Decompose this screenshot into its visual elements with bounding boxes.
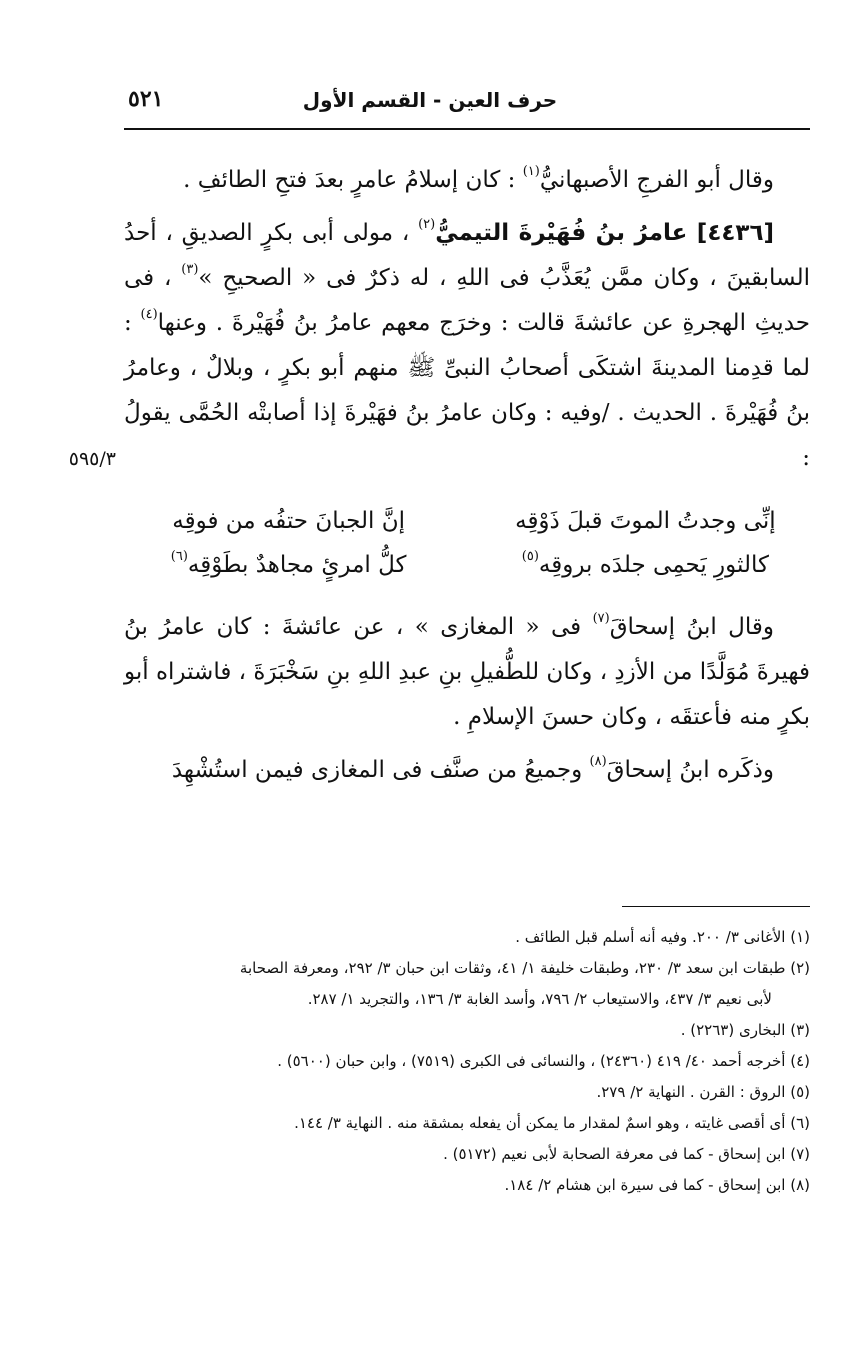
verse-2 — [124, 543, 810, 587]
text-run: وقال أبو الفرجِ الأصبهانيُّ — [539, 167, 774, 193]
footnote-4: (٤) أخرجه أحمد ٤٠/ ٤١٩ (٢٤٣٦٠) ، والنسائى فى الكبرى (٧٥١٩) ، وابن حبان (٥٦٠٠) . — [277, 1052, 810, 1070]
poem — [124, 499, 810, 587]
text-run: فى « المغازى » ، عن عائشةَ : كان عامرُ بنُ فهيرةَ مُوَلَّدًا من الأزدِ ، وكان للطُّفيلِ بنِ عبدِ اللهِ بنِ سَخْبَرَةَ ، فاشتراه أبو بكرٍ منه فأعتقَه ، وكان حسنَ الإسلامِ . — [124, 614, 810, 730]
margin-volume-page-reference: ٥٩٥/٣ — [68, 448, 116, 470]
paragraph-ibn-ishaq — [124, 605, 810, 740]
text-run: وقال ابنُ إسحاقَ — [609, 614, 774, 640]
footnote-ref-8[interactable]: (٨) — [589, 754, 607, 769]
main-text — [124, 158, 810, 801]
footnote-1: (١) الأغانى ٣/ ٢٠٠. وفيه أنه أسلم قبل الطائف . — [515, 928, 810, 946]
text-run: كالثورِ يَحمِى جلدَه بروقِه — [538, 552, 769, 578]
page-number: ٥٢١ — [128, 86, 164, 112]
header-divider — [124, 128, 810, 130]
footnote-ref-4[interactable]: (٤) — [140, 307, 158, 322]
text-run: : لما قدِمنا المدينةَ اشتكَى أصحابُ النبىِّ ﷺ منهم أبو بكرٍ ، وبلالٌ ، وعامرُ بنُ فُهَيْرةَ . الحديث . /وفيه : وكان عامرُ بنُ فهَيْرةَ إذا أصابتْه الحُمَّى يقولُ : — [124, 310, 810, 471]
footnote-ref-1[interactable]: (١) — [522, 164, 540, 179]
footnote-3: (٣) البخارى (٢٢٦٣) . — [680, 1021, 810, 1039]
entry-heading: [٤٤٣٦] عامرُ بنُ فُهَيْرةَ التيميُّ — [435, 220, 774, 246]
text-run: وجميعُ من صنَّف فى المغازى فيمن استُشْهِدَ — [171, 757, 590, 783]
footnote-2: (٢) طبقات ابن سعد ٣/ ٢٣٠، وطبقات خليفة ١/ ٤١، وثقات ابن حبان ٣/ ٢٩٢، ومعرفة الصحابة — [239, 959, 810, 977]
footnotes — [124, 922, 810, 1201]
verse-2-second-hemistich — [124, 543, 453, 587]
footnote-ref-7[interactable]: (٧) — [592, 611, 610, 626]
footnote-5: (٥) الروق : القرن . النهاية ٢/ ٢٧٩. — [596, 1083, 810, 1101]
footnote-ref-5[interactable]: (٥) — [521, 549, 539, 564]
verse-2-first-hemistich — [481, 543, 810, 587]
entry-4436 — [124, 211, 810, 481]
footnote-ref-3[interactable]: (٣) — [181, 262, 199, 277]
verse-1-first-hemistich: إنِّى وجدتُ الموتَ قبلَ ذَوْقِه — [515, 508, 776, 534]
footnote-7: (٧) ابن إسحاق - كما فى معرفة الصحابة لأبى نعيم (٥١٧٢) . — [443, 1145, 810, 1163]
footnote-6: (٦) أى أقصى غايته ، وهو اسمٌ لمقدار ما يمكن أن يفعله بمشقة منه . النهاية ٣/ ١٤٤. — [294, 1114, 810, 1132]
footnote-8: (٨) ابن إسحاق - كما فى سيرة ابن هشام ٢/ ١٨٤. — [504, 1176, 810, 1194]
paragraph-isfahani — [124, 158, 810, 203]
paragraph-martyrs — [124, 748, 810, 793]
text-run: : كان إسلامُ عامرٍ بعدَ فتحِ الطائفِ . — [183, 167, 523, 193]
verse-1 — [124, 499, 810, 543]
verse-1-second-hemistich: إنَّ الجبانَ حتفُه من فوقِه — [172, 508, 406, 534]
running-header-title: حرف العين - القسم الأول — [302, 88, 558, 112]
text-run: ، فى حديثِ الهجرةِ عن عائشةَ قالت : وخرَج معهم عامرُ بنُ فُهَيْرةَ . وعنها — [124, 265, 810, 336]
text-run: ، مولى أبى بكرٍ الصديقِ ، أحدُ السابقينَ ، وكان ممَّن يُعَذَّبُ فى اللهِ ، له ذكرٌ فى « الصحيحِ » — [124, 220, 810, 291]
footnote-ref-2[interactable]: (٢) — [418, 217, 436, 232]
footnote-ref-6[interactable]: (٦) — [170, 549, 188, 564]
footnote-2-continued: لأبى نعيم ٣/ ٤٣٧، والاستيعاب ٢/ ٧٩٦، وأسد الغابة ٣/ ١٣٦، والتجريد ١/ ٢٨٧. — [307, 990, 772, 1008]
text-run: كلُّ امرئٍ مجاهدٌ بطَوْقِه — [187, 552, 407, 578]
text-run: وذكَره ابنُ إسحاقَ — [606, 757, 774, 783]
footnote-divider — [622, 906, 810, 907]
